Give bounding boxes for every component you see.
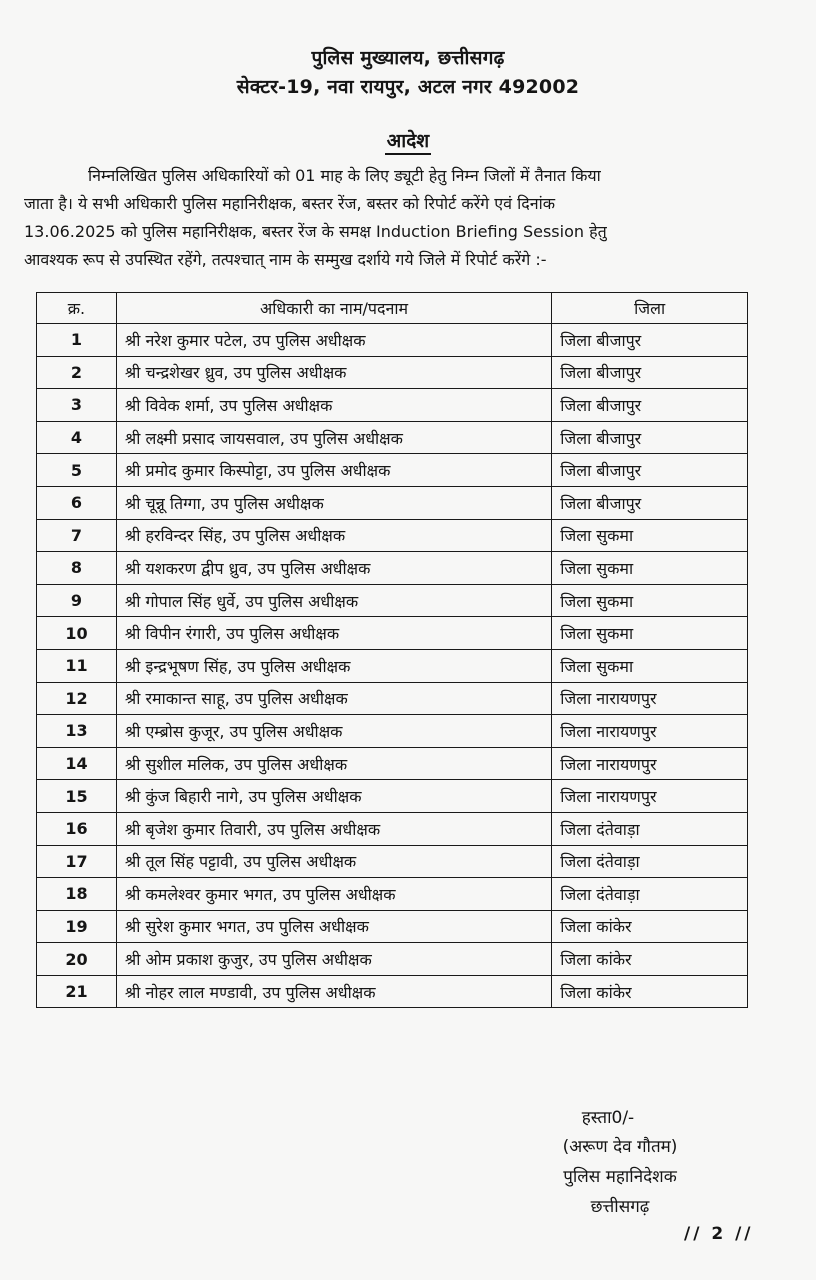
table-row xyxy=(37,812,748,845)
district-cell: जिला बीजापुर xyxy=(552,421,748,454)
office-name: पुलिस मुख्यालय, छत्तीसगढ़ xyxy=(311,47,505,69)
officer-name-cell: श्री हरविन्दर सिंह, उप पुलिस अधीक्षक xyxy=(116,519,551,552)
serial-cell: 6 xyxy=(37,486,117,519)
serial-cell: 17 xyxy=(37,845,117,878)
table-row xyxy=(37,780,748,813)
officer-name-cell: श्री विवेक शर्मा, उप पुलिस अधीक्षक xyxy=(116,389,551,422)
officer-name-cell: श्री चन्द्रशेखर ध्रुव, उप पुलिस अधीक्षक xyxy=(116,356,551,389)
header-district: जिला xyxy=(552,293,748,324)
serial-cell: 21 xyxy=(37,975,117,1008)
table-row xyxy=(37,617,748,650)
paragraph-line-2: जाता है। ये सभी अधिकारी पुलिस महानिरीक्षक, बस्तर रेंज, बस्तर को रिपोर्ट करेंगे एवं दिनांक xyxy=(24,194,556,213)
table-row xyxy=(37,454,748,487)
serial-cell: 8 xyxy=(37,552,117,585)
table-row xyxy=(37,878,748,911)
district-cell: जिला कांकेर xyxy=(552,910,748,943)
table-row xyxy=(37,324,748,357)
serial-cell: 4 xyxy=(37,421,117,454)
office-address: सेक्टर-19, नवा रायपुर, अटल नगर 492002 xyxy=(236,76,580,98)
officer-name-cell: श्री नोहर लाल मण्डावी, उप पुलिस अधीक्षक xyxy=(116,975,551,1008)
table-row xyxy=(37,845,748,878)
district-cell: जिला कांकेर xyxy=(552,975,748,1008)
district-cell: जिला बीजापुर xyxy=(552,356,748,389)
district-cell: जिला बीजापुर xyxy=(552,454,748,487)
order-title xyxy=(0,127,816,153)
district-cell: जिला नारायणपुर xyxy=(552,715,748,748)
table-header-row xyxy=(37,293,748,324)
signatory-state: छत्तीसगढ़ xyxy=(590,1197,650,1217)
officer-name-cell: श्री सुशील मलिक, उप पुलिस अधीक्षक xyxy=(116,747,551,780)
district-cell: जिला दंतेवाड़ा xyxy=(552,878,748,911)
serial-cell: 9 xyxy=(37,584,117,617)
officer-name-cell: श्री यशकरण द्वीप ध्रुव, उप पुलिस अधीक्षक xyxy=(116,552,551,585)
serial-cell: 12 xyxy=(37,682,117,715)
serial-cell: 16 xyxy=(37,812,117,845)
serial-cell: 18 xyxy=(37,878,117,911)
serial-cell: 20 xyxy=(37,943,117,976)
serial-cell: 2 xyxy=(37,356,117,389)
district-cell: जिला बीजापुर xyxy=(552,486,748,519)
table-row xyxy=(37,943,748,976)
signatory-designation: पुलिस महानिदेशक xyxy=(563,1167,677,1187)
officer-name-cell: श्री कमलेश्वर कुमार भगत, उप पुलिस अधीक्षक xyxy=(116,878,551,911)
district-cell: जिला बीजापुर xyxy=(552,324,748,357)
table-body xyxy=(37,324,748,1008)
paragraph-line-4: आवश्यक रूप से उपस्थित रहेंगे, तत्पश्चात् नाम के सम्मुख दर्शाये गये जिले में रिपोर्ट करेंगे :- xyxy=(24,250,547,269)
serial-cell: 15 xyxy=(37,780,117,813)
district-cell: जिला बीजापुर xyxy=(552,389,748,422)
table-row xyxy=(37,552,748,585)
table-row xyxy=(37,389,748,422)
serial-cell: 14 xyxy=(37,747,117,780)
order-title-text: आदेश xyxy=(385,130,431,155)
district-cell: जिला सुकमा xyxy=(552,552,748,585)
table-row xyxy=(37,486,748,519)
officer-name-cell: श्री कुंज बिहारी नागे, उप पुलिस अधीक्षक xyxy=(116,780,551,813)
serial-cell: 5 xyxy=(37,454,117,487)
serial-cell: 1 xyxy=(37,324,117,357)
serial-cell: 7 xyxy=(37,519,117,552)
officer-name-cell: श्री नरेश कुमार पटेल, उप पुलिस अधीक्षक xyxy=(116,324,551,357)
officer-name-cell: श्री रमाकान्त साहू, उप पुलिस अधीक्षक xyxy=(116,682,551,715)
serial-cell: 11 xyxy=(37,649,117,682)
signed-mark: हस्ता0/- xyxy=(581,1108,635,1128)
officer-name-cell: श्री गोपाल सिंह धुर्वे, उप पुलिस अधीक्षक xyxy=(116,584,551,617)
district-cell: जिला दंतेवाड़ा xyxy=(552,845,748,878)
officer-name-cell: श्री चून्नू तिग्गा, उप पुलिस अधीक्षक xyxy=(116,486,551,519)
table-row xyxy=(37,421,748,454)
district-cell: जिला नारायणपुर xyxy=(552,682,748,715)
district-cell: जिला सुकमा xyxy=(552,617,748,650)
page-number: // 2 // xyxy=(684,1224,754,1244)
officer-name-cell: श्री एम्ब्रोस कुजूर, उप पुलिस अधीक्षक xyxy=(116,715,551,748)
district-cell: जिला दंतेवाड़ा xyxy=(552,812,748,845)
table-row xyxy=(37,715,748,748)
district-cell: जिला नारायणपुर xyxy=(552,780,748,813)
table-row xyxy=(37,519,748,552)
district-cell: जिला सुकमा xyxy=(552,584,748,617)
serial-cell: 19 xyxy=(37,910,117,943)
officer-name-cell: श्री बृजेश कुमार तिवारी, उप पुलिस अधीक्षक xyxy=(116,812,551,845)
paragraph-line-3: 13.06.2025 को पुलिस महानिरीक्षक, बस्तर रेंज के समक्ष Induction Briefing Session हेतु xyxy=(24,222,607,241)
order-paragraph xyxy=(24,162,752,274)
officer-name-cell: श्री प्रमोद कुमार किस्पोट्टा, उप पुलिस अधीक्षक xyxy=(116,454,551,487)
officer-name-cell: श्री सुरेश कुमार भगत, उप पुलिस अधीक्षक xyxy=(116,910,551,943)
serial-cell: 3 xyxy=(37,389,117,422)
posting-table xyxy=(36,292,748,1008)
header-officer-name: अधिकारी का नाम/पदनाम xyxy=(116,293,551,324)
district-cell: जिला सुकमा xyxy=(552,649,748,682)
table-row xyxy=(37,910,748,943)
officer-name-cell: श्री ओम प्रकाश कुजुर, उप पुलिस अधीक्षक xyxy=(116,943,551,976)
table-row xyxy=(37,975,748,1008)
table-row xyxy=(37,682,748,715)
serial-cell: 10 xyxy=(37,617,117,650)
district-cell: जिला कांकेर xyxy=(552,943,748,976)
paragraph-line-1: निम्नलिखित पुलिस अधिकारियों को 01 माह के लिए ड्यूटी हेतु निम्न जिलों में तैनात किया xyxy=(88,166,601,185)
officer-name-cell: श्री इन्द्रभूषण सिंह, उप पुलिस अधीक्षक xyxy=(116,649,551,682)
officer-name-cell: श्री लक्ष्मी प्रसाद जायसवाल, उप पुलिस अधीक्षक xyxy=(116,421,551,454)
serial-cell: 13 xyxy=(37,715,117,748)
officer-name-cell: श्री तूल सिंह पट्टावी, उप पुलिस अधीक्षक xyxy=(116,845,551,878)
officer-name-cell: श्री विपीन रंगारी, उप पुलिस अधीक्षक xyxy=(116,617,551,650)
district-cell: जिला सुकमा xyxy=(552,519,748,552)
table-row xyxy=(37,649,748,682)
table-row xyxy=(37,584,748,617)
header-serial: क्र. xyxy=(37,293,117,324)
table-row xyxy=(37,356,748,389)
table-row xyxy=(37,747,748,780)
district-cell: जिला नारायणपुर xyxy=(552,747,748,780)
signatory-name: (अरूण देव गौतम) xyxy=(562,1137,678,1157)
